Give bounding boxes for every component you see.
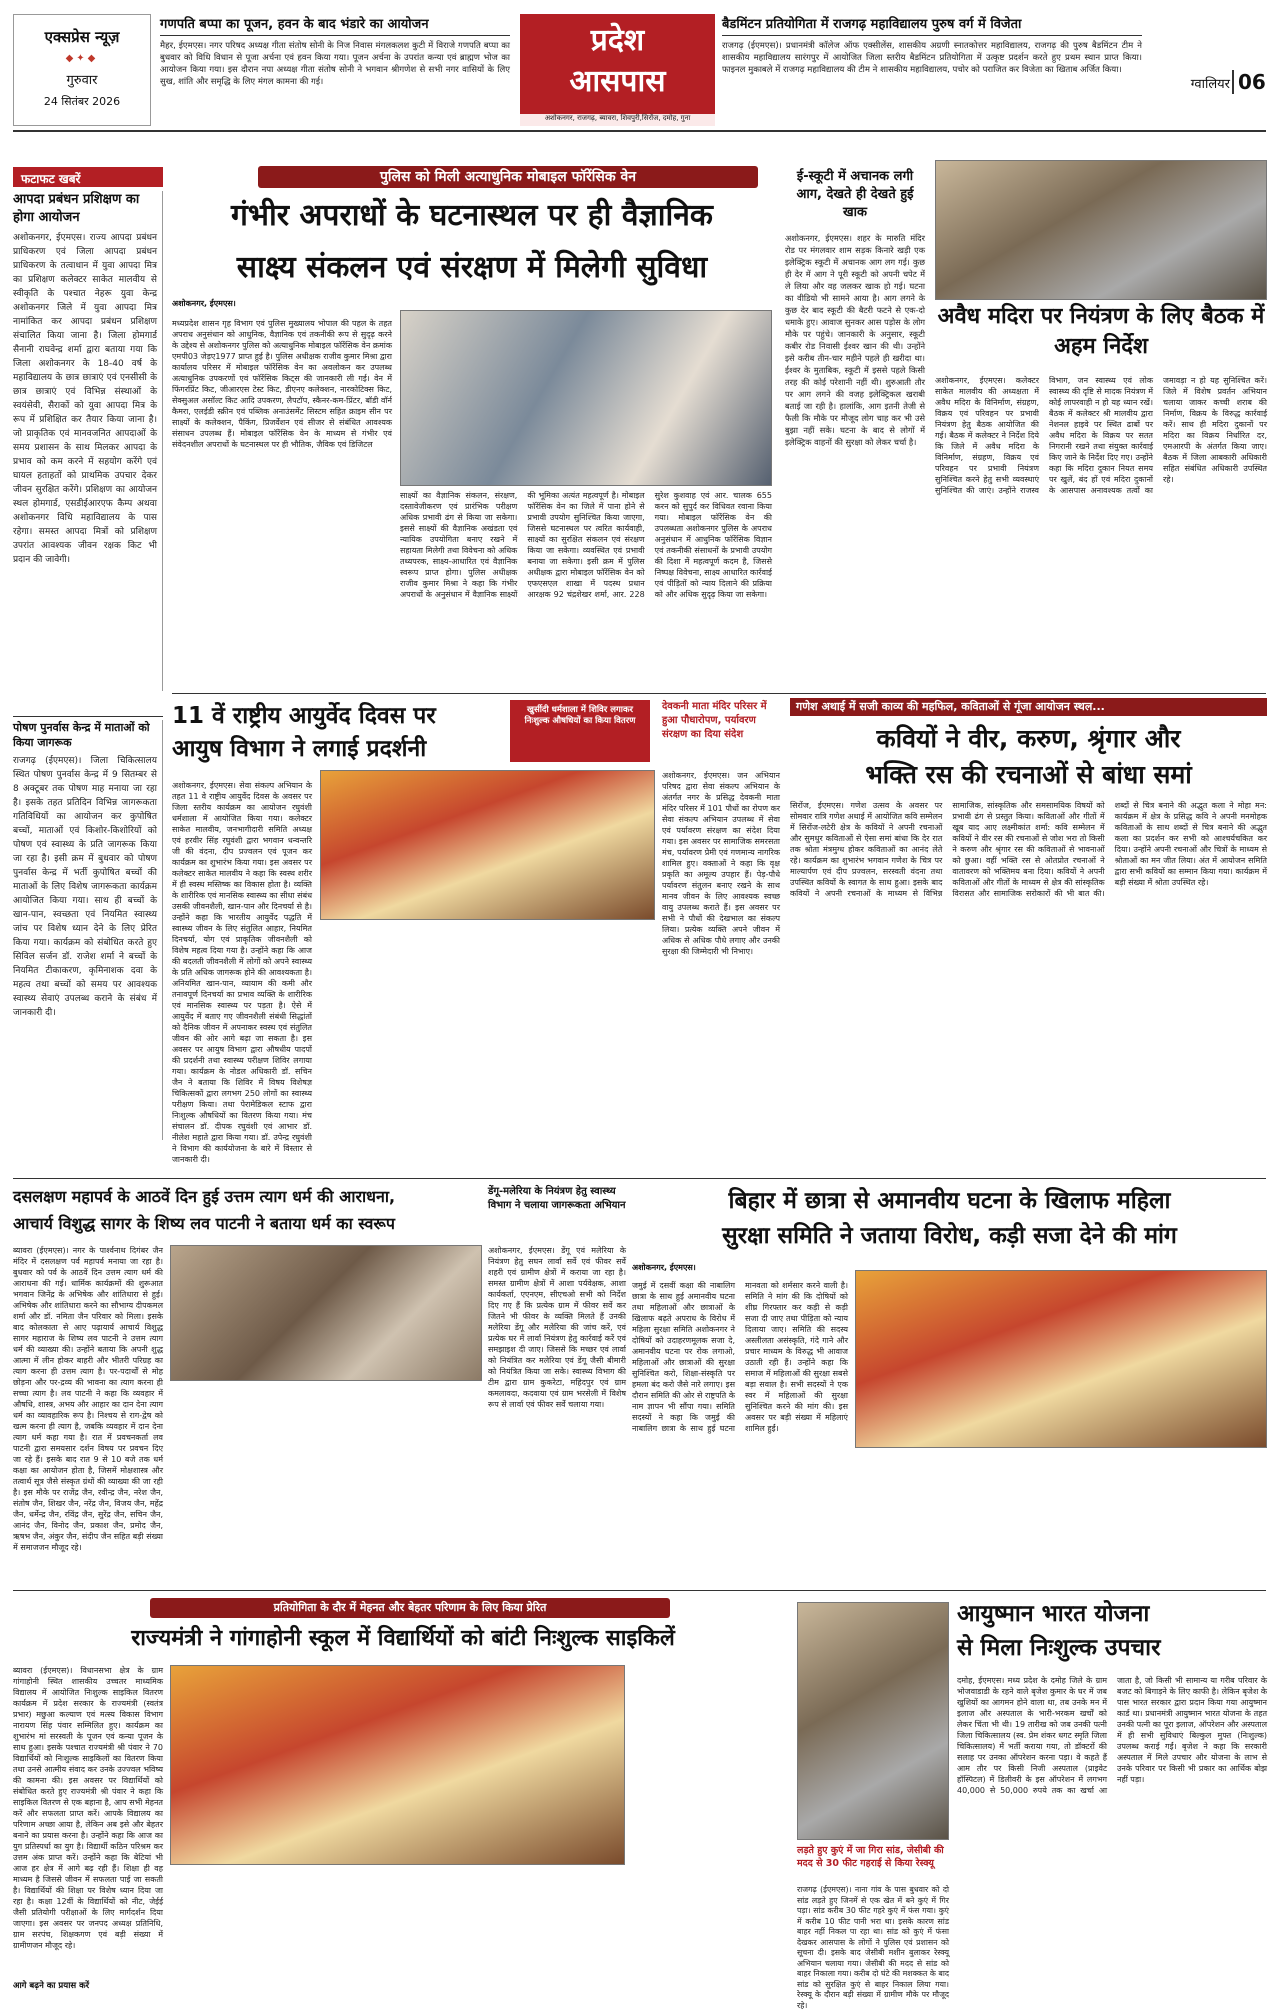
cycles-body-col — [632, 1665, 790, 1995]
ayurveda-body: अशोकनगर, ईएमएस। सेवा संकल्प अभियान के तहत 11 वे राष्ट्रीय आयुर्वेद दिवस के अवसर पर जिला स्तरीय कार्यक्रम का आयोजन रघुवंशी धर्मशाला में आयोजित किया गया। कलेक्टर साकेत मालवीय, जनभागीदारी समिति अध्यक्ष एवं हरवीर सिंह रघुवंशी द्वारा भगवान धन्वन्तरि जी की वंदना, दीप प्रज्वलन एवं पूजन कर कार्यक्रम का शुभारंभ किया गया। इस अवसर पर कलेक्टर साकेत मालवीय ने कहा कि स्वस्थ शरीर में ही स्वस्थ मस्तिष्क का विकास होता है। व्यक्ति के शारीरिक एवं मानसिक स्वास्थ्य का सीधा संबंध उसकी जीवनशैली, खान-पान और दिनचर्या से है। उन्होंने कहा कि भारतीय आयुर्वेद पद्धति में स्वास्थ्य जीवन के लिए संतुलित आहार, नियमित दिनचर्या, योग एवं प्राकृतिक जीवनशैली को विशेष महत्व दिया गया है। उन्होंने कहा कि आज की बदलती जीवनशैली में लोगों को अपने स्वास्थ्य के प्रति अधिक जागरूक होने की आवश्यकता है। अनियमित खान-पान, व्यायाम की कमी और तनावपूर्ण दिनचर्या का प्रभाव व्यक्ति के शारीरिक एवं मानसिक स्वास्थ्य पर पड़ता है। ऐसे में आयुर्वेद में बताए गए जीवनशैली संबंधी सिद्धांतों को दैनिक जीवन में अपनाकर स्वस्थ एवं संतुलित जीवन की ओर आगे बढ़ा जा सकता है। इस अवसर पर आयुष विभाग द्वारा औषधीय पादपों की प्रदर्शनी तथा स्वास्थ्य परीक्षण शिविर लगाया गया। कार्यक्रम के नोडल अधिकारी डॉ. सचिन जैन ने बताया कि शिविर में विषय विशेषज्ञ चिकित्सकों द्वारा लगभग 250 लोगों का स्वास्थ्य परीक्षण किया। तथा पेरामेडिकल स्टाफ द्वारा निःशुल्क औषधियों का वितरण किया गया। मंच संचालन डॉ. दीपक रघुवंशी एवं आभार डॉ. नीलेश महाते द्वारा किया गया। डॉ. उपेन्द्र रघुवंशी ने विभाग की कार्ययोजना के बारे में विस्तार से जानकारी दी। — [172, 781, 312, 1164]
cycles-body: ब्यावरा (ईएमएस)। विधानसभा क्षेत्र के ग्राम गांगाहोनी स्थित शासकीय उच्चतर माध्यमिक विद्यालय में आयोजित निःशुल्क साइकिल वितरण कार्यक्रम में प्रदेश सरकार के राज्यमंत्री (स्वतंत्र प्रभार) मछुआ कल्याण एवं मत्स्य विकास विभाग नारायण सिंह पंवार सम्मिलित हुए। कार्यक्रम का शुभारंभ मां सरस्वती के पूजन एवं कन्या पूजन के साथ हुआ। इसके पश्चात राज्यमंत्री श्री पंवार ने 70 विद्यार्थियों को निःशुल्क साइकिलों का वितरण किया तथा उनसे आत्मीय संवाद कर उनके उज्ज्वल भविष्य की कामना की। इस अवसर पर विद्यार्थियों को संबोधित करते हुए राज्यमंत्री श्री पंवार ने कहा कि साइकिल वितरण से एक बहाना है, आप सभी मेहनत करें और सफलता प्राप्त करें। आपके विद्यालय का परिणाम अच्छा आया है, लेकिन अब इसे और बेहतर बनाने का प्रयास करना है। उन्होंने कहा कि आज का युग प्रतिस्पर्धा का युग है। विद्यार्थी कठिन परिश्रम कर उत्तम अंक प्राप्त करें। उन्होंने कहा कि बेटियां भी आज हर क्षेत्र में आगे बढ़ रही हैं। शिक्षा ही वह माध्यम है जिससे जीवन में सफलता पाई जा सकती है। विद्यार्थियों की शिक्षा पर विशेष ध्यान दिया जा रहा है। कक्षा 12वीं के विद्यार्थियों को नीट, जेईई जैसी प्रतियोगी परीक्षाओं के लिए मार्गदर्शन दिया जाएगा। इस अवसर पर जनपद अध्यक्ष प्रतिनिधि, ग्राम सरपंच, शिक्षकगण एवं बड़ी संख्या में ग्रामीणजन मौजूद रहे। — [13, 1666, 163, 1950]
kavi-kicker-text: गणेश अथाई में सजी काव्य की महफिल, कविताओं से गूंजा आयोजन स्थल... — [796, 700, 1105, 713]
section-title-2: आसपास — [569, 64, 666, 99]
fatafat-2-headline: पोषण पुनर्वास केन्द्र में माताओं को किया जागरूक — [13, 721, 150, 749]
mid-rule — [13, 1178, 1266, 1179]
ayurveda-photo — [320, 770, 655, 920]
kavi-headline-1: कवियों ने वीर, करुण, श्रृंगार और — [876, 724, 1181, 753]
masthead-left-box — [13, 14, 151, 126]
lead-photo-forensic-van — [400, 310, 772, 486]
page-city: ग्वालियर — [1190, 77, 1230, 92]
fatafat-1-headline: आपदा प्रबंधन प्रशिक्षण का होगा आयोजन — [13, 192, 140, 225]
fatafat-2-body: राजगढ़ (ईएमएस)। जिला चिकित्सालय स्थित पोषण पुनर्वास केन्द्र में 9 सितम्बर से 8 अक्टूबर तक पोषण माह मनाया जा रहा है। इसके तहत प्रतिदिन विभिन्न जागरूकता गतिविधियों का आयोजन कर कुपोषित बच्चों, माताओं एवं किशोर-किशोरियों को पोषण एवं स्वास्थ्य के प्रति जागरूक किया जा रहा है। इसी क्रम में बुधवार को पोषण पुनर्वास केन्द्र में भर्ती कुपोषित बच्चों की माताओं के लिए विशेष जागरूकता कार्यक्रम आयोजित किया गया। साथ ही बच्चों के खान-पान, स्वच्छता एवं नियमित स्वास्थ्य जांच पर विशेष ध्यान देने के लिए प्रेरित किया गया। कार्यक्रम को संबोधित करते हुए सिविल सर्जन डॉ. राजेश शर्मा ने बच्चों के नियमित टीकाकरण, कृमिनाशक दवा के महत्व तथा बच्चों को समय पर आवश्यक स्वास्थ्य सेवाएं उपलब्ध कराने के संबंध में जानकारी दी। — [13, 756, 157, 1018]
top-left-headline: गणपति बप्पा का पूजन, हवन के बाद भंडारे का आयोजन — [160, 14, 510, 36]
liquor-body: अशोकनगर, ईएमएस। कलेक्टर साकेत मालवीय की अध्यक्षता में अवैध मदिरा के विनिर्माण, संग्रहण, विक्रय एवं परिवहन पर प्रभावी नियंत्रण हेतु बैठक आयोजित की गई। बैठक में कलेक्टर ने निर्देश दिये कि जिले में अवैध मदिरा के विनिर्माण, संग्रहण, विक्रय एवं परिवहन पर प्रभावी नियंत्रण सुनिश्चित करने हेतु सभी व्यवस्थाएं सुनिश्चित की जाएं। उन्होंने राजस्व विभाग, जन स्वास्थ्य एवं लोक स्वास्थ्य की दृष्टि से मादक नियंत्रण में कोई लापरवाही न हो यह ध्यान रखें। बैठक में कलेक्टर श्री मालवीय द्वारा नेशनल हाइवे पर स्थित ढाबों पर अवैध मदिरा के विक्रय पर सतत निगरानी रखने तथा संयुक्त कार्रवाई किए जाने के निर्देश दिए गए। उन्होंने कहा कि मदिरा दुकान नियत समय पर खुलें, बंद हों एवं मदिरा दुकानों के आसपास अनावश्यक तत्वों का जमावड़ा न हो यह सुनिश्चित करें। जिले में विशेष प्रवर्तन अभियान चलाया जाकर कच्ची शराब की निर्माण, विक्रय के विरुद्ध कार्रवाई करें। साथ ही मदिरा दुकानों पर मदिरा का विक्रय निर्धारित दर, एमआरपी के अंतर्गत किया जाए। बैठक में जिला आबकारी अधिकारी सहित संबंधित अधिकारी उपस्थित रहे। — [935, 376, 1267, 495]
ayushman-headline-1: आयुष्मान भारत योजना — [957, 1601, 1150, 1627]
fatafat-tag — [13, 167, 163, 187]
masthead-rule — [13, 130, 1266, 132]
section-banner — [520, 14, 715, 114]
kavi-kicker — [790, 698, 1267, 716]
lead-kicker-text: पुलिस को मिली अत्याधुनिक मोबाइल फॉरेंसिक वेन — [379, 169, 637, 185]
ayushman-body: दमोह, ईएमएस। मध्य प्रदेश के दमोह जिले के ग्राम भोजवाडाडी के रहने वाले बृजेश कुमार के घर में जब खुशियों का आगमन होने वाला था, तब उनके मन में इलाज और अस्पताल के भारी-भरकम खर्चों को लेकर चिंता भी थी। 19 तारीख को जब उनकी पत्नी जिला चिकित्सालय (स्व. प्रेम शंकर धगट स्मृति जिला चिकित्सालय) में भर्ती कराया गया, तो डॉक्टरों की सलाह पर उनका ऑपरेशन करना पड़ा। वे कहते हैं आम तौर पर किसी निजी अस्पताल (प्राइवेट हॉस्पिटल) में डिलीवरी के इस ऑपरेशन में लगभग 40,000 से 50,000 रुपये तक का खर्चा आ जाता है, जो किसी भी सामान्य या गरीब परिवार के बजट को बिगाड़ने के लिए काफी है। लेकिन बृजेश के पास भारत सरकार द्वारा प्रदान किया गया आयुष्मान कार्ड था। प्रधानमंत्री आयुष्मान भारत योजना के तहत उनकी पत्नी का पूरा इलाज, ऑपरेशन और अस्पताल में ही सभी सुविधाएं बिल्कुल मुफ्त (निःशुल्क) उपलब्ध कराई गईं। बृजेश ने कहा कि सरकारी अस्पताल में मिले उपचार और योजना के लाभ से उनके परिवार पर किसी भी प्रकार का आर्थिक बोझ नहीं पड़ा। — [957, 1676, 1267, 1795]
paper-name: एक्सप्रेस न्यूज़ — [44, 28, 120, 46]
bihar-body: जमुई में दसवीं कक्षा की नाबालिग छात्रा के साथ हुई अमानवीय घटना तथा महिलाओं और छात्राओं के खिलाफ बढ़ते अपराध के विरोध में महिला सुरक्षा समिति अशोकनगर ने दोषियों को उदाहरणमूलक सजा दे, अमानवीय घटना पर रोक लगाओ, महिलाओं और छात्राओं की सुरक्षा सुनिश्चित करो, शिक्षा-संस्कृति पर हमला बंद करो जैसे नारे लगाए। इस दौरान समिति की ओर से राष्ट्रपति के नाम ज्ञापन भी सौंपा गया। समिति सदस्यों ने कहा कि जमुई की नाबालिग छात्रा के साथ हुई घटना मानवता को शर्मसार करने वाली है। समिति ने मांग की कि दोषियों को शीघ्र गिरफ्तार कर कड़ी से कड़ी सजा दी जाए तथा पीड़िता को न्याय दिलाया जाए। समिति की सदस्य अस्लीलता असंस्कृति, गंदे गाने और प्रचार माध्यम के विरुद्ध भी आवाज उठाती रही हैं। उन्होंने कहा कि समाज में महिलाओं की सुरक्षा सबसे बड़ा सवाल है। सभी सदस्यों ने एक स्वर में महिलाओं की सुरक्षा सुनिश्चित करने की मांग की। इस अवसर पर बड़ी संख्या में महिलाएं शामिल हुईं। — [632, 1281, 848, 1433]
cycles-kicker — [150, 1598, 670, 1618]
ayurveda-sidebar — [510, 700, 650, 762]
cycles-body-cont — [170, 1870, 625, 1995]
scooty-headline: ई-स्कूटी में अचानक लगी आग, देखते ही देखते हुई खाक — [796, 169, 914, 220]
lead-body-right: साक्ष्यों का वैज्ञानिक संकलन, संरक्षण, दस्तावेजीकरण एवं प्रारंभिक परीक्षण अधिक प्रभावी ढंग से किया जा सकेगा। इससे साक्ष्यों की वैज्ञानिक अखंडता एवं न्यायिक उपयोगिता बनाए रखने में सहायता मिलेगी तथा विवेचना को अधिक तथ्यपरक, साक्ष्य-आधारित एवं वैज्ञानिक स्वरूप प्राप्त होगा। पुलिस अधीक्षक राजीव कुमार मिश्रा ने कहा कि गंभीर अपराधों के अनुसंधान में वैज्ञानिक साक्ष्यों की भूमिका अत्यंत महत्वपूर्ण है। मोबाइल फॉरेंसिक वेन का जिले में पाना होने से प्रभावी उपयोग सुनिश्चित किया जाएगा, जिससे घटनास्थल पर त्वरित कार्यवाही, साक्ष्यों का सुरक्षित संकलन एवं संरक्षण किया जा सकेगा। व्यवस्थित एवं प्रभावी बनाया जा सकेगा। इसी क्रम में पुलिस अधीक्षक द्वारा मोबाइल फॉरेंसिक वेन को एफएसएल शाखा में पदस्थ प्रधान आरक्षक 92 चंद्रशेखर शर्मा, आर. 228 सुरेश कुशवाह एवं आर. चालक 655 करन को सुपुर्द कर विधिवत रवाना किया गया। मोबाइल फॉरेंसिक वेन की उपलब्धता अशोकनगर पुलिस के अपराध अनुसंधान में आधुनिक फॉरेंसिक विज्ञान एवं तकनीकी संसाधनों के प्रभावी उपयोग की दिशा में महत्वपूर्ण कदम है, जिससे निष्पक्ष विवेचना, साक्ष्य आधारित कार्रवाई एवं पीड़ितों को न्याय दिलाने की प्रक्रिया को और अधिक सुदृढ़ किया जा सकेगा। — [400, 491, 772, 599]
lead-kicker — [258, 166, 758, 188]
lead-dateline: अशोकनगर, ईएमएस। — [172, 299, 236, 308]
devki-headline: देवकनी माता मंदिर परिसर में हुआ पौधारोपण, पर्यावरण संरक्षण का दिया संदेश — [662, 701, 767, 740]
jain-headline-2: आचार्य विशुद्ध सागर के शिष्य लव पाटनी ने बताया धर्म का स्वरूप — [13, 1214, 395, 1233]
cycles-headline: राज्यमंत्री ने गांगाहोनी स्कूल में विद्यार्थियों को बांटी निःशुल्क साइकिलें — [131, 1626, 675, 1651]
cycles-kicker-text: प्रतियोगिता के दौर में मेहनत और बेहतर परिणाम के लिए किया प्रेरित — [273, 1601, 547, 1614]
bihar-body-cont — [855, 1452, 1267, 1585]
bihar-dateline: अशोकनगर, ईएमएस। — [632, 1263, 696, 1272]
ayurveda-headline-1: 11 वें राष्ट्रीय आयुर्वेद दिवस पर — [172, 703, 436, 729]
ayurveda-headline-2: आयुष विभाग ने लगाई प्रदर्शनी — [172, 736, 427, 762]
bull-rescue-photo — [797, 1602, 949, 1840]
bihar-headline-2: सुरक्षा समिति ने जताया विरोध, कड़ी सजा देने की मांग — [722, 1223, 1177, 1249]
weekday: गुरुवार — [66, 73, 98, 88]
dengue-body: अशोकनगर, ईएमएस। डेंगू एवं मलेरिया के नियंत्रण हेतु सघन लार्वा सर्वे एवं फीवर सर्वे शहरी एवं ग्रामीण क्षेत्रों में कराया जा रहा है। समस्त ग्रामीण क्षेत्रों में आशा पर्यवेक्षक, आशा कार्यकर्ता, एएनएम, सीएचओ सभी को निर्देश दिए गए हैं कि प्रत्येक ग्राम में फीवर सर्वे कर जितने भी फीवर के व्यक्ति मिलते हैं उनकी मलेरिया डेंगू और मलेरिया की जांच करें, एवं प्रत्येक घर में लार्वा नियंत्रण हेतु कार्रवाई करें एवं समझाइश दी जाए। जिससे कि मच्छर एवं लार्वा को नियंत्रित कर मलेरिया एवं डेंगू जैसी बीमारी को नियंत्रित किया जा सके। स्वास्थ्य विभाग की टीम द्वारा ग्राम कुकरेटा, महिदपुर एवं ग्राम कमलावदा, कदवाया एवं ग्राम भरसेली में विशेष रूप से लार्वा एवं फीवर सर्वे चलाया गया। — [488, 1246, 626, 1409]
ornament-icon: ◆✦◆ — [65, 53, 99, 64]
lead-headline-1: गंभीर अपराधों के घटनास्थल पर ही वैज्ञानिक — [231, 198, 713, 233]
scooty-body: अशोकनगर, ईएमएस। शहर के मारुति मंदिर रोड पर मंगलवार शाम सड़क किनारे खड़ी एक इलेक्ट्रिक स्कूटी में अचानक आग लग गई। कुछ ही देर में आग ने पूरी स्कूटी को अपनी चपेट में ले लिया और वह जलकर खाक हो गई। घटना का वीडियो भी सामने आया है। आग लगने के कुछ देर बाद स्कूटी की बैटरी फटने से एक-दो धमाके हुए। आवाज सुनकर आस पड़ोस के लोग मौके पर पहुंचे। जानकारी के अनुसार, स्कूटी कबीर रोड निवासी ईश्वर खान की थी। उन्होंने इसे करीब तीन-चार महीने पहले ही खरीदा था। ईश्वर के मुताबिक, स्कूटी में इससे पहले किसी तरह की कोई परेशानी नहीं थी। शुरुआती तौर पर आग लगने की वजह इलेक्ट्रिकल खराबी बताई जा रही है। हालांकि, आग इतनी तेजी से फैली कि मौके पर मौजूद लोग चाह कर भी उसे बुझा नहीं सके। घटना के बाद से लोगों में इलेक्ट्रिक वाहनों की सुरक्षा को लेकर चर्चा है। — [785, 233, 925, 447]
bull-body: राजगढ़ (ईएमएस)। नाना गांव के पास बुधवार को दो सांड लड़ते हुए जिनमें से एक खेत में बने कुएं में गिर पड़ा। सांड करीब 30 फीट गहरे कुएं में फंस गया। कुएं में करीब 10 फीट पानी भरा था। इसके कारण सांड बाहर नहीं निकल पा रहा था। सांड को कुएं में फंसा देखकर आसपास के लोगों ने पुलिस एवं प्रशासन को सूचना दी। इसके बाद जेसीबी मशीन बुलाकर रेस्क्यू अभियान चलाया गया। जेसीबी की मदद से सांड को बाहर निकाला गया। करीब दो घंटे की मशक्कत के बाद सांड को सुरक्षित कुएं से बाहर निकाल लिया गया। रेस्क्यू के दौरान बड़ी संख्या में ग्रामीण मौके पर मौजूद रहे। — [797, 1885, 949, 2010]
fatafat-divider — [13, 716, 163, 717]
top-right-body: राजगढ़ (ईएमएस)। प्रधानमंत्री कॉलेज ऑफ एक्सीलेंस, शासकीय अग्रणी स्नातकोत्तर महाविद्यालय, राजगढ़ की पुरुष बैडमिंटन टीम ने शासकीय महाविद्यालय सारंगपुर में आयोजित जिला स्तरीय बैडमिंटन प्रतियोगिता में उत्कृष्ट प्रदर्शन करते हुए प्रथम स्थान प्राप्त किया। फाइनल मुकाबले में राजगढ़ महाविद्यालय की टीम ने शासकीय महाविद्यालय, पचोर को पराजित कर विजेता का खिताब अर्जित किया। — [722, 41, 1142, 75]
lower-rule — [13, 1590, 1266, 1591]
jain-body-cont — [170, 1386, 482, 1586]
lead-body-left: मध्यप्रदेश शासन गृह विभाग एवं पुलिस मुख्यालय भोपाल की पहल के तहत अपराध अनुसंधान को आधुनिक, वैज्ञानिक एवं तकनीकी रूप से सुदृढ़ करने के उद्देश्य से अशोकनगर पुलिस को अत्याधुनिक मोबाइल फॉरेंसिक वेन क्रमांक एमपी03 जेड़ए1977 प्राप्त हुई है। पुलिस अधीक्षक राजीव कुमार मिश्रा द्वारा कार्यालय परिसर में मोबाइल फॉरेंसिक वेन का अवलोकन कर उपलब्ध अत्याधुनिक उपकरणों एवं फॉरेंसिक किट्स की जानकारी ली गई। वेन में फिंगरप्रिंट किट, जीआरएस टेस्ट किट, डीएनए कलेक्शन, नारकोटिक्स किट, सेक्सुअल असॉल्ट किट आदि उपकरण, लैपटॉप, स्कैनर-कम-प्रिंटर, बॉडी वॉर्न कैमरा, एलईडी स्क्रीन एवं पब्लिक अनाउंसमेंट सिस्टम सहित क्राइम सीन पर साक्ष्यों के कलेक्शन, पैकिंग, प्रिजर्वेशन एवं सीजर से संबंधित आवश्यक संसाधन उपलब्ध हैं। मोबाइल फॉरेंसिक वेन के माध्यम से गंभीर एवं संवेदनशील अपराधों के घटनास्थल पर ही भौतिक, जैविक एवं डिजिटल — [172, 319, 392, 449]
lead-bottom-rule — [172, 693, 1266, 694]
fatafat-story-2 — [13, 720, 163, 1140]
jain-photo — [170, 1245, 482, 1381]
section-title-1: प्रदेश — [590, 23, 645, 58]
top-left-body: मैहर, ईएमएस। नगर परिषद अध्यक्ष गीता संतोष सोनी के निज निवास मंगलकलश कुटी में विराजे गणपति बप्पा का बुधवार को विधि विधान से पूजा अर्चना एवं हवन किया गया। पूजन अर्चना के उपरांत कन्या एवं ब्राह्मण भोज का आयोजन किया गया। इस दौरान नपा अध्यक्ष गीता संतोष सोनी ने भगवान श्रीगणेश से सभी नगर वासियों के लिए सुख, शांति और समृद्धि के लिए मंगल कामना की गई। — [160, 41, 510, 87]
ayurveda-sidebar-text: खुर्सीदी धर्मशाला में शिविर लगाकर निःशुल्क औषधियों का किया वितरण — [524, 705, 636, 726]
liquor-meeting-photo — [935, 160, 1267, 300]
top-right-story — [722, 14, 1142, 126]
kavi-headline-2: भक्ति रस की रचनाओं से बांधा समां — [865, 760, 1192, 789]
dengue-headline: डेंगू-मलेरिया के नियंत्रण हेतु स्वास्थ्य विभाग ने चलाया जागरूकता अभियान — [488, 1186, 626, 1211]
fatafat-story-1 — [13, 191, 163, 691]
kavi-body: सिरोंज, ईएमएस। गणेश उत्सव के अवसर पर सोमवार रात्रि गणेश अथाई में आयोजित कवि सम्मेलन में सिरोंज-लटेरी क्षेत्र के कवियों ने अपनी रचनाओं और सुमधुर कविताओं से ऐसा समां बांधा कि देर रात तक श्रोता मंत्रमुग्ध होकर कविताओं का आनंद लेते रहे। कार्यक्रम का शुभारंभ भगवान गणेश के चित्र पर माल्यार्पण एवं दीप प्रज्वलन, सरस्वती वंदना तथा उपस्थित कवियों के स्वागत के साथ हुआ। इसके बाद कवियों ने अपनी रचनाओं के माध्यम से विभिन्न सामाजिक, सांस्कृतिक और समसामयिक विषयों को प्रभावी ढंग से प्रस्तुत किया। कविताओं और गीतों में खूब याद आए लक्ष्मीकांत शर्मा: कवि सम्मेलन में कवियों ने वीर रस की रचनाओं से जोश भरा तो किसी ने करुण और श्रृंगार रस की कविताओं से भावनाओं को छुआ। वहीं भक्ति रस से ओतप्रोत रचनाओं ने वातावरण को भक्तिमय बना दिया। कवियों ने अपनी कविताओं और गीतों के माध्यम से क्षेत्र की सांस्कृतिक विरासत और सामाजिक सरोकारों की भी बात की। शब्दों से चित्र बनाने की अद्भुत कला ने मोहा मन: कार्यक्रम में क्षेत्र के प्रसिद्ध कवि ने अपनी मनमोहक कविताओं के साथ शब्दों से चित्र बनाने की अद्भुत कला का प्रदर्शन कर सभी को आश्चर्यचकित कर दिया। उन्होंने अपनी रचनाओं और चित्रों के माध्यम से श्रोताओं का मन जीत लिया। अंत में आयोजन समिति द्वारा सभी कवियों का सम्मान किया गया। कार्यक्रम में बड़ी संख्या में श्रोता उपस्थित रहे। — [790, 801, 1267, 898]
fatafat-label: फटाफट खबरें — [21, 172, 81, 186]
ayurveda-body-cont — [320, 925, 655, 1170]
bihar-protest-photo — [855, 1270, 1267, 1448]
top-left-story — [160, 14, 510, 126]
jain-body: ब्यावरा (ईएमएस)। नगर के पार्श्वनाथ दिगंबर जैन मंदिर में दसलक्षण पर्व महापर्व मनाया जा रहा है। बुधवार को पर्व के आठवें दिन उत्तम त्याग धर्म की आराधना की गई। धार्मिक कार्यक्रमों की शुरूआत भगवान जिनेंद्र के अभिषेक और शांतिधारा से हुई। अभिषेक और शांतिधारा करने का सौभाग्य दीपकमल शर्मा और डॉ. नमिता जैन परिवार को मिला। इसके बाद कोलकाता से आए पढ़ायार्य आचार्य विशुद्ध सागर महाराज के शिष्य लव पाटनी ने उत्तम त्याग धर्म की व्याख्या की। उन्होंने बताया कि अपनी शुद्ध आत्मा में लीन होकर बाहरी और भीतरी परिग्रह का त्याग करना ही उत्तम त्याग है। पर-पदार्थों से मोह छोड़ना और पर-द्रव्य की भावना का त्याग करना ही सच्चा त्याग है। लव पाटनी ने कहा कि व्यवहार में औषधि, शास्त्र, अभय और आहार का दान देना त्याग धर्म का व्यावहारिक रूप है। निश्चय से राग-द्वेष को खत्म करना ही त्याग है, जबकि व्यवहार में दान देना त्याग धर्म कहा गया है। रात में प्रवचनकर्ता लव पाटनी द्वारा समयसार दर्शन विषय पर प्रवचन दिए जा रहे हैं। इसके बाद रात 9 से 10 बजे तक धर्म कक्षा का आयोजन होता है, जिसमें मोक्षशास्त्र और तत्वार्थ सूत्र जैसे संस्कृत ग्रंथों की व्याख्या की जा रही है। इस मौके पर राजेंद्र जैन, रवीन्द्र जैन, नरेश जैन, संतोष जैन, शिखर जैन, नरेंद्र जैन, विजय जैन, महेंद्र जैन, धर्मेन्द्र जैन, रविंद्र जैन, सुरेंद्र जैन, सचिन जैन, आनंद जैन, विनोद जैन, प्रकाश जैन, प्रमोद जैन, ऋषभ जैन, अंकुर जैन, संदीप जैन सहित बड़ी संख्या में समाजजन मौजूद रहे। — [13, 1246, 163, 1552]
bihar-headline-1: बिहार में छात्रा से अमानवीय घटना के खिलाफ महिला — [728, 1188, 1171, 1214]
lead-headline-2: साक्ष्य संकलन एवं संरक्षण में मिलेगी सुविधा — [236, 250, 708, 285]
bull-headline: लड़ते हुए कुएं में जा गिरा सांड, जेसीबी की मदद से 30 फीट गहराई से किया रेस्क्यू — [797, 1845, 944, 1869]
section-districts: अशोकनगर, राजगढ़, ब्यावरा, शिवपुरी,सिरोंज, दमोह, गुना — [520, 114, 715, 126]
top-right-headline: बैडमिंटन प्रतियोगिता में राजगढ़ महाविद्यालय पुरुष वर्ग में विजेता — [722, 14, 1142, 36]
page-number: 06 — [1232, 70, 1272, 94]
fatafat-1-body: अशोकनगर, ईएमएस। राज्य आपदा प्रबंधन प्राधिकरण एवं जिला आपदा प्रबंधन प्राधिकरण के तत्वाधान में युवा आपदा मित्र का प्रशिक्षण कलेक्टर साकेत मालवीय से स्वीकृति के पश्चात नेहरू युवा केन्द्र अशोकनगर जिले में युवा आपदा मित्र नामांकित कर आपदा प्रबंधन प्रशिक्षण संचालित किया जाना है। जिला होमगार्ड सैनानी राघवेन्द्र शर्मा द्वारा बताया गया कि जिला अशोकनगर के 18-40 वर्ष के महाविद्यालय के छात्र छात्राएं एवं एनसीसी के छात्र छात्राएं एवं विभिन्न संस्थाओं के स्वयंसेवी, सैराकों को युवा आपदा मित्र के रूप में प्रशिक्षित कर तैयार किया जाना है। जो प्राकृतिक एवं मानवजनित आपदाओं के समय प्रशासन के साथ मिलकर आपदा के प्रभाव को कम करने में सहयोग करेंगे एवं घायल हताहतों को प्राथमिक उपचार देकर जीवन सुरक्षित करेंगे। प्रशिक्षण का आयोजन स्थल होमगार्ड, एसडीईआरएफ कैम्प अथवा अशोकनगर विधि महाविद्यालय के पास रहेगा। समस्त आपदा मित्रों को प्रशिक्षण उपरांत आवश्यक जीवन रक्षक किट भी प्रदान की जावेगी। — [13, 233, 157, 565]
ayushman-headline-2: से मिला निःशुल्क उपचार — [957, 1635, 1161, 1661]
devki-body: अशोकनगर, ईएमएस। जन अभियान परिषद द्वारा सेवा संकल्प अभियान के अंतर्गत नगर के प्रसिद्ध देवकनी माता मंदिर परिसर में 101 पौधों का रोपण कर सेवा संकल्प अभियान उपलब्ध में सेवा एवं पर्यावरण संरक्षण का संदेश दिया गया। इस अवसर पर सामाजिक समरसता मंच, पर्यावरण प्रेमी एवं गणमान्य नागरिक शामिल हुए। वक्ताओं ने कहा कि वृक्ष प्रकृति का अमूल्य उपहार हैं। पेड़-पौधे पर्यावरण संतुलन बनाए रखने के साथ मानव जीवन के लिए आवश्यक स्वच्छ वायु उपलब्ध कराते हैं। इस अवसर पर सभी ने पौधों की देखभाल का संकल्प लिया। प्रत्येक व्यक्ति अपने जीवन में अधिक से अधिक पौधे लगाए और उनकी सुरक्षा की जिम्मेदारी भी निभाए। — [662, 771, 780, 956]
cycles-continued: आगे बढ़ने का प्रयास करें — [13, 1981, 90, 1991]
cycles-photo — [170, 1665, 625, 1865]
liquor-headline: अवैध मदिरा पर नियंत्रण के लिए बैठक में अहम निर्देश — [937, 304, 1265, 359]
jain-headline-1: दसलक्षण महापर्व के आठवें दिन हुई उत्तम त्याग धर्म की आराधना, — [13, 1187, 396, 1206]
issue-date: 24 सितंबर 2026 — [43, 95, 121, 108]
